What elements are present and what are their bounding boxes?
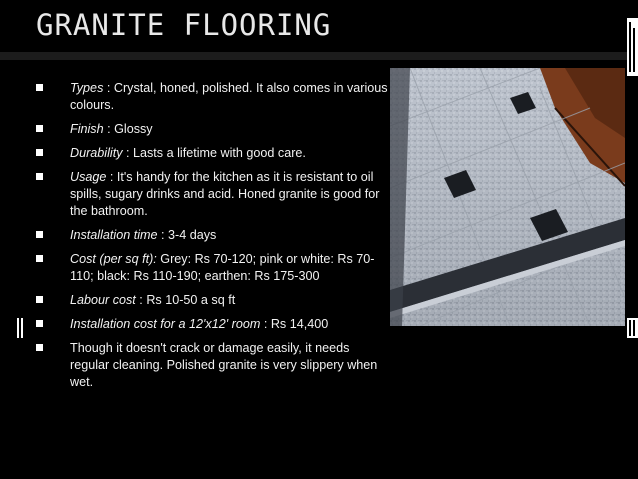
bullet-separator: : bbox=[103, 122, 115, 136]
bullet-separator: : bbox=[260, 317, 271, 331]
bullet-separator: : bbox=[157, 228, 168, 242]
bullet-label: Labour cost bbox=[70, 293, 136, 307]
right-edge-decoration-top bbox=[627, 18, 638, 76]
bullet-item-finish bbox=[36, 121, 390, 138]
bullet-item-types bbox=[36, 80, 390, 114]
bullet-square-icon bbox=[36, 344, 43, 351]
bullet-text: Crystal, honed, polished. It also comes in various colours. bbox=[70, 81, 388, 112]
bullet-item-maintenance bbox=[36, 340, 390, 391]
bullet-square-icon bbox=[36, 84, 43, 91]
bullet-square-icon bbox=[36, 320, 43, 327]
bullet-item-installation-cost bbox=[36, 316, 390, 333]
bullet-separator: : bbox=[135, 293, 147, 307]
slide-title: GRANITE FLOORING bbox=[36, 8, 332, 42]
bullet-label: Usage bbox=[70, 170, 107, 184]
bullet-separator: : bbox=[106, 170, 117, 184]
title-rule bbox=[0, 52, 638, 60]
bullet-square-icon bbox=[36, 255, 43, 262]
bullet-label: Cost (per sq ft): bbox=[70, 252, 157, 266]
bullet-label: Types bbox=[70, 81, 104, 95]
granite-floor-photo bbox=[390, 68, 625, 326]
right-edge-decoration-bottom bbox=[627, 318, 638, 338]
bullet-square-icon bbox=[36, 296, 43, 303]
bullet-text: Though it doesn't crack or damage easily, it needs regular cleaning. Polished granite is very slippery when wet. bbox=[70, 341, 378, 389]
bullet-square-icon bbox=[36, 149, 43, 156]
bullet-item-usage bbox=[36, 169, 390, 220]
bullet-item-cost bbox=[36, 251, 390, 285]
bullet-text: Glossy bbox=[114, 122, 153, 136]
bullet-label: Installation time bbox=[70, 228, 158, 242]
bullet-text: 3-4 days bbox=[168, 228, 217, 242]
bullet-separator: : bbox=[122, 146, 133, 160]
bullet-label: Finish bbox=[70, 122, 104, 136]
bullet-text: Grey: Rs 70-120; pink or white: Rs 70-110; black: Rs 110-190; earthen: Rs 175-300 bbox=[70, 252, 375, 283]
bullet-item-labour-cost bbox=[36, 292, 390, 309]
bullet-text: Lasts a lifetime with good care. bbox=[133, 146, 306, 160]
bullet-text: It's handy for the kitchen as it is resistant to oil spills, sugary drinks and acid. Honed granite is good for the bathroom. bbox=[70, 170, 380, 218]
bullet-item-installation-time bbox=[36, 227, 390, 244]
bullet-label: Durability bbox=[70, 146, 123, 160]
bullet-square-icon bbox=[36, 231, 43, 238]
bullet-square-icon bbox=[36, 125, 43, 132]
bullet-separator: : bbox=[103, 81, 114, 95]
bullet-text: Rs 14,400 bbox=[270, 317, 329, 331]
bullet-list bbox=[36, 80, 390, 398]
bullet-label: Installation cost for a 12'x12' room bbox=[70, 317, 261, 331]
bullet-item-durability bbox=[36, 145, 390, 162]
left-edge-decoration bbox=[17, 318, 25, 338]
bullet-text: Rs 10-50 a sq ft bbox=[146, 293, 236, 307]
bullet-square-icon bbox=[36, 173, 43, 180]
